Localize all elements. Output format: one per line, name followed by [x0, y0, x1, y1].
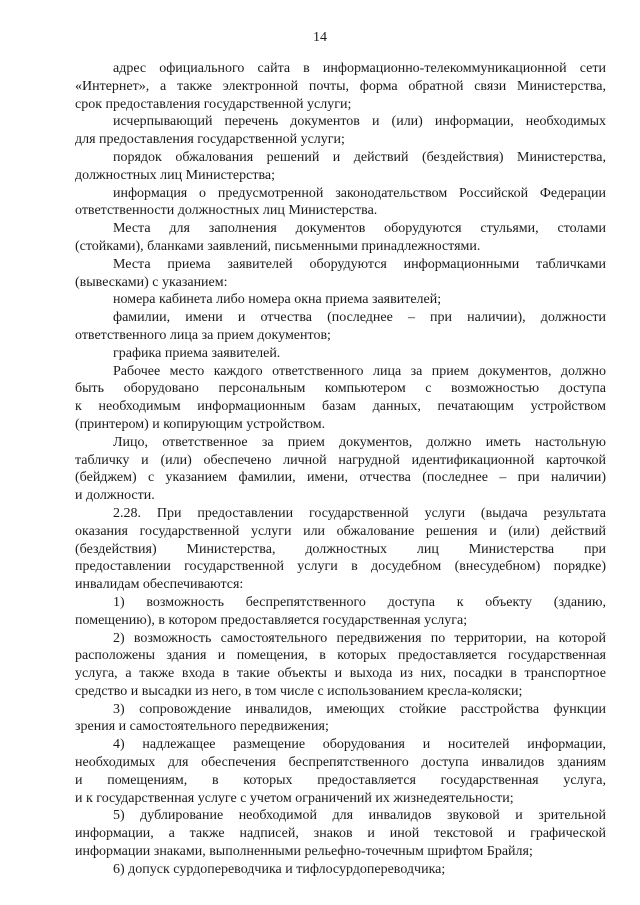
- text-line: расположены здания и помещения, в которых предоставляется государственная: [75, 648, 606, 664]
- text-line: 6) допуск сурдопереводчика и тифлосурдопереводчика;: [113, 861, 446, 877]
- text-line: (стойками), бланками заявлений, письменными принадлежностями.: [75, 238, 481, 254]
- text-line: ответственности должностных лиц Министерства.: [75, 203, 378, 219]
- text-line: номера кабинета либо номера окна приема заявителей;: [113, 292, 442, 308]
- text-line: 3) сопровождение инвалидов, имеющих стойкие расстройства функции: [113, 701, 606, 717]
- text-line: (принтером) и копирующим устройством.: [75, 416, 326, 432]
- page-number: 14: [313, 30, 327, 45]
- text-line: «Интернет», а также электронной почты, форма обратной связи Министерства,: [75, 78, 606, 94]
- text-line: информации знаками, выполненными рельефно-точечным шрифтом Брайля;: [75, 844, 533, 860]
- text-line: 5) дублирование необходимой для инвалидов звуковой и зрительной: [113, 808, 606, 824]
- text-line: для предоставления государственной услуги;: [75, 132, 345, 148]
- text-line: и помещениям, в которых предоставляется государственная услуга,: [75, 772, 606, 788]
- text-line: предоставлении государственной услуги в досудебном (внесудебном) порядке): [75, 559, 606, 575]
- text-line: к необходимым информационным базам данных, печатающим устройством: [75, 399, 606, 415]
- text-line: помещению), в котором предоставляется государственная услуга;: [75, 612, 468, 628]
- text-line: ответственного лица за прием документов;: [75, 327, 331, 343]
- text-line: необходимых для обеспечения беспрепятственного доступа инвалидов зданиям: [75, 755, 606, 771]
- text-line: (бейджем) с указанием фамилии, имени, отчества (последнее – при наличии): [75, 470, 606, 486]
- text-line: информация о предусмотренной законодательством Российской Федерации: [113, 185, 606, 201]
- text-line: и к государственная услуге с учетом ограничений их жизнедеятельности;: [75, 790, 514, 806]
- text-line: и должности.: [75, 488, 155, 504]
- text-line: Рабочее место каждого ответственного лица за прием документов, должно: [113, 363, 606, 379]
- text-line: должностных лиц Министерства;: [75, 167, 275, 183]
- text-line: (вывесками) с указанием:: [75, 274, 228, 290]
- text-line: 1) возможность беспрепятственного доступа к объекту (зданию,: [113, 594, 606, 610]
- text-line: срок предоставления государственной услуги;: [75, 96, 352, 112]
- text-line: порядок обжалования решений и действий (бездействия) Министерства,: [113, 149, 606, 165]
- text-line: адрес официального сайта в информационно-телекоммуникационной сети: [113, 61, 606, 76]
- text-line: 4) надлежащее размещение оборудования и носителей информации,: [113, 737, 606, 753]
- text-line: услуга, а также входа в такие объекты и выхода из них, посадки в транспортное: [75, 666, 606, 682]
- text-line: 2) возможность самостоятельного передвижения по территории, на которой: [113, 630, 606, 646]
- text-line: 2.28. При предоставлении государственной услуги (выдача результата: [113, 505, 606, 521]
- text-line: Места для заполнения документов оборудуются стульями, столами: [113, 221, 606, 237]
- text-line: быть оборудовано персональным компьютером с возможностью доступа: [75, 381, 606, 397]
- text-line: зрения и самостоятельного передвижения;: [75, 719, 329, 735]
- text-line: (бездействия) Министерства, должностных лиц Министерства при: [75, 541, 606, 557]
- text-line: инвалидам обеспечиваются:: [75, 577, 244, 593]
- text-line: средство и высадки из него, в том числе с использованием кресла-коляски;: [75, 683, 523, 699]
- text-line: Лицо, ответственное за прием документов, должно иметь настольную: [113, 434, 606, 450]
- text-line: исчерпывающий перечень документов и (или) информации, необходимых: [113, 114, 606, 130]
- text-line: Места приема заявителей оборудуются информационными табличками: [113, 256, 606, 272]
- text-line: оказания государственной услуги или обжалование решения и (или) действий: [75, 523, 606, 539]
- text-line: фамилии, имени и отчества (последнее – при наличии), должности: [113, 310, 606, 326]
- text-line: информации, а также надписей, знаков и иной текстовой и графической: [75, 826, 606, 842]
- body-text: [75, 60, 606, 879]
- text-line: графика приема заявителей.: [113, 345, 281, 361]
- text-line: табличку и (или) обеспечено личной нагрудной идентификационной карточкой: [75, 452, 606, 468]
